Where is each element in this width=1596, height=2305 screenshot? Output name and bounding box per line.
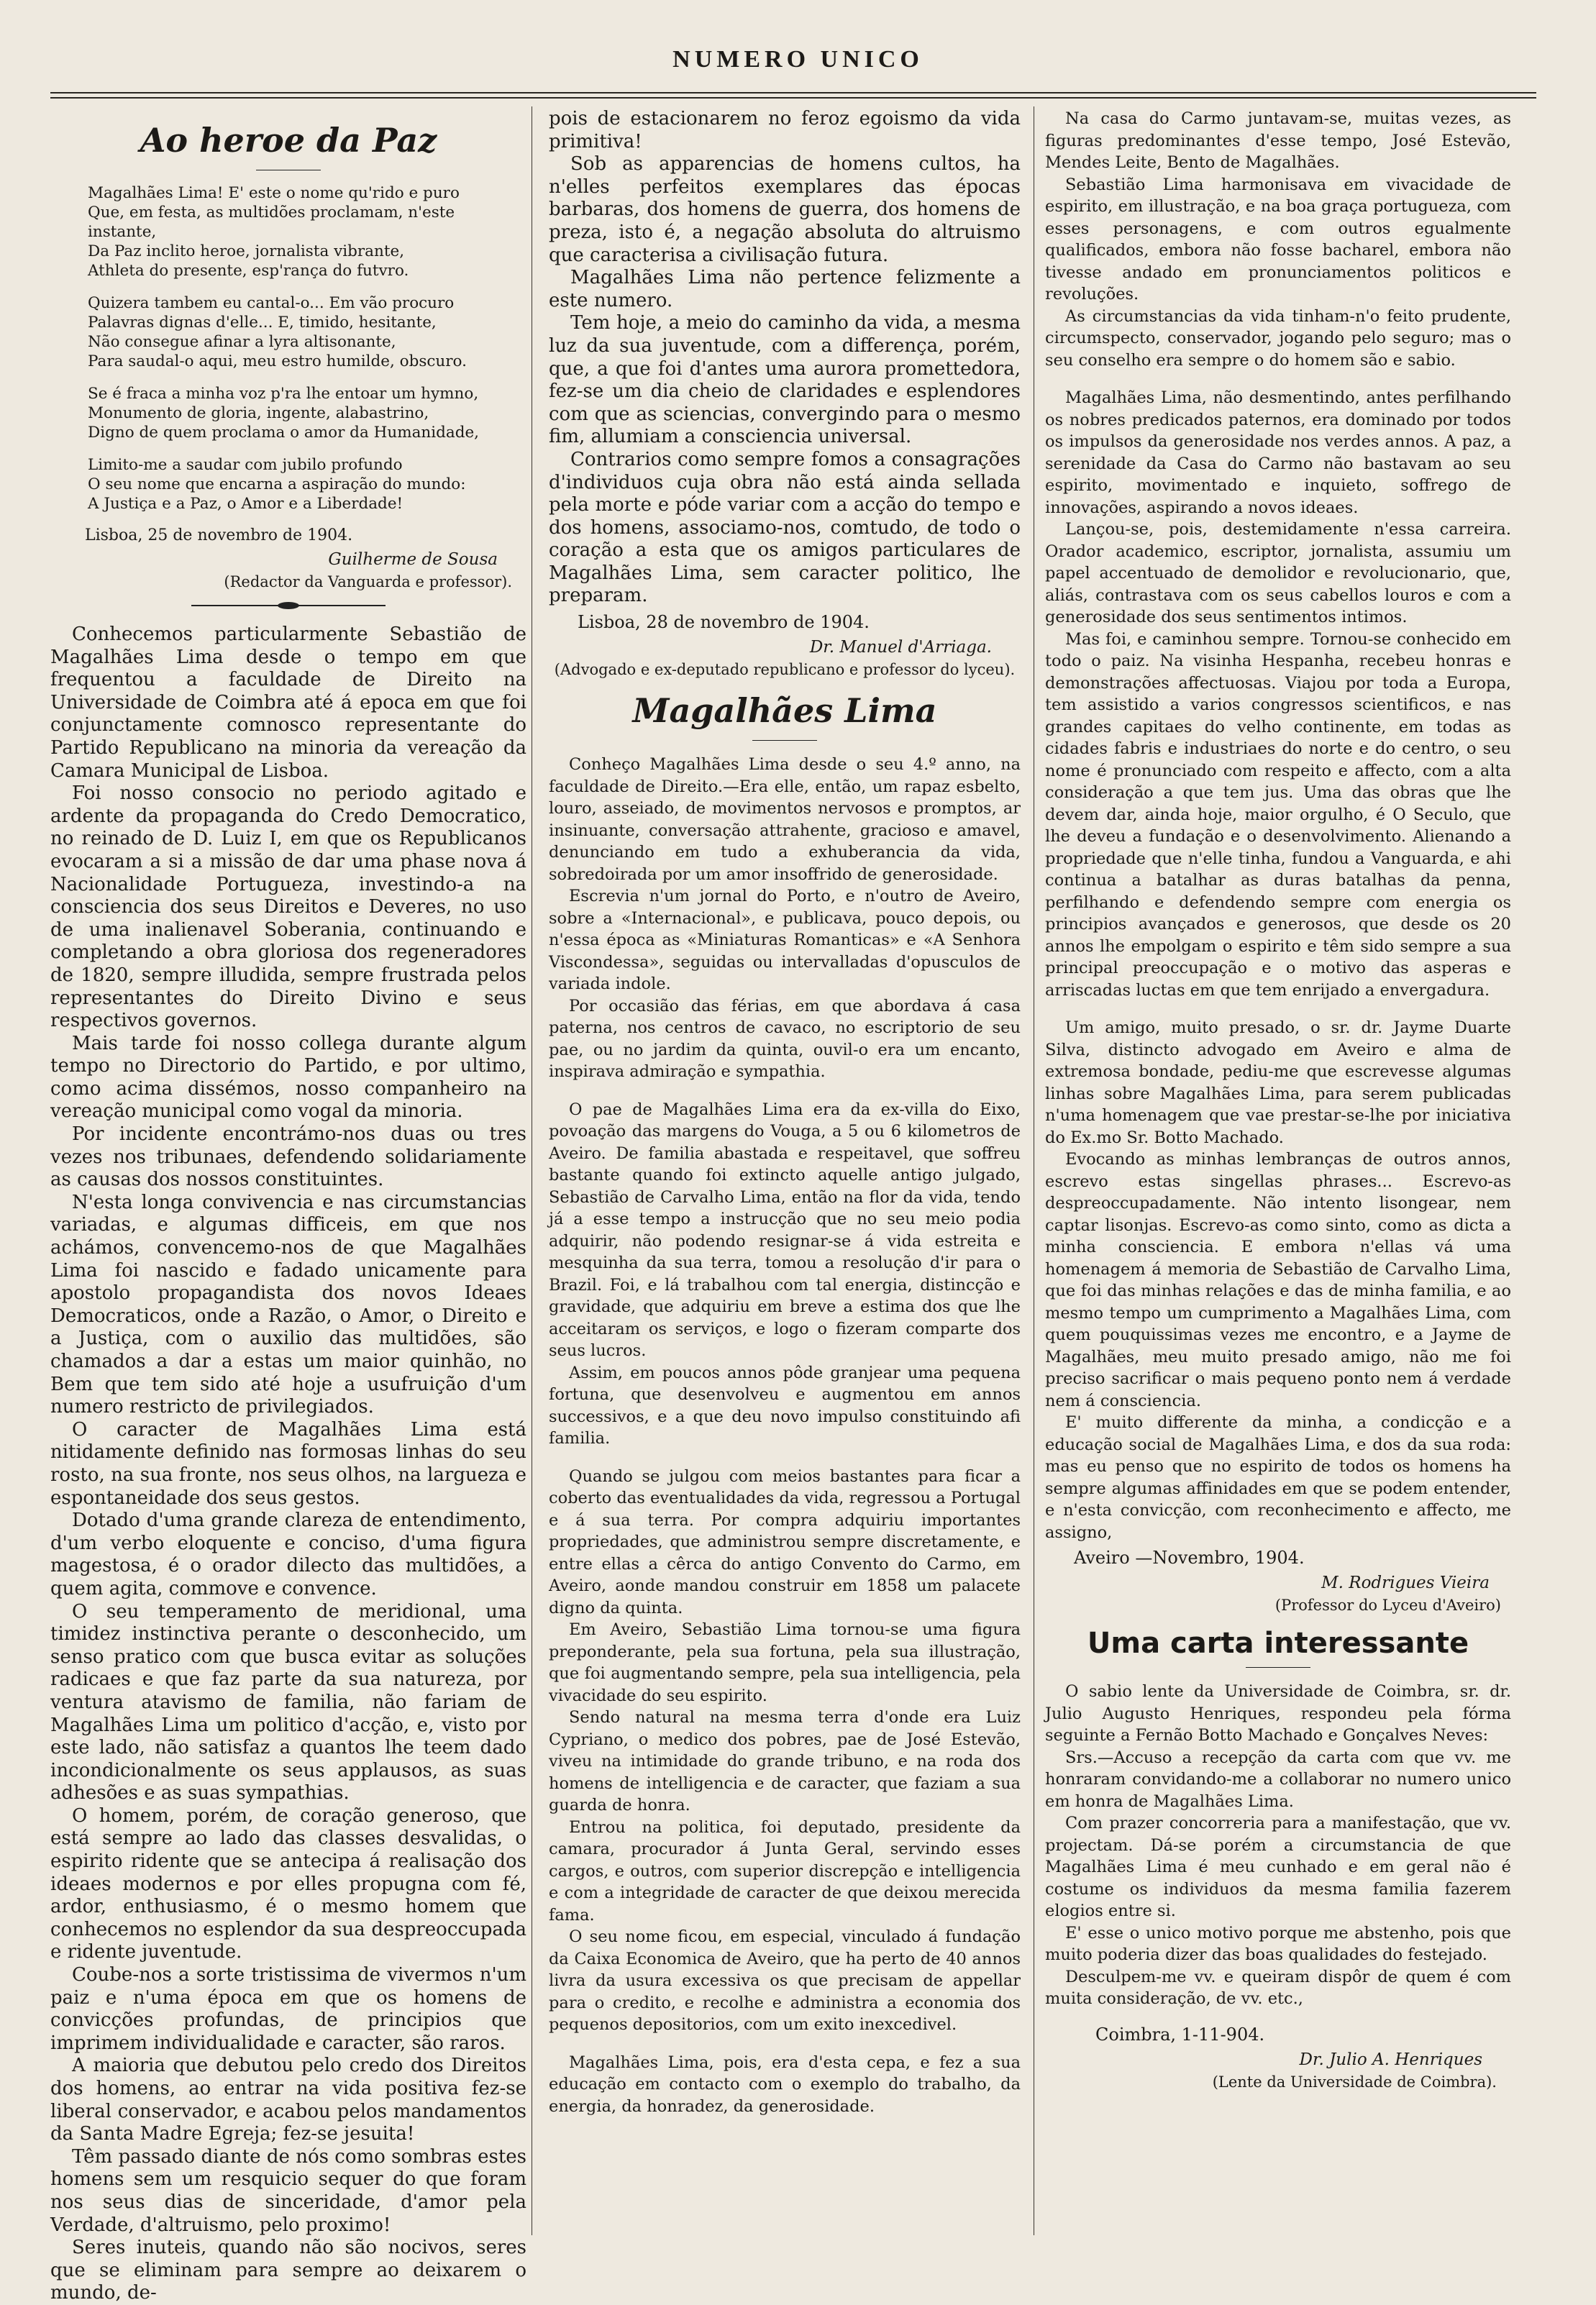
paragraph: Lançou-se, pois, destemidamente n'essa carreira. Orador academico, escriptor, jornalista, assumiu um papel accentuado de demolidor e revolucionario, que, aliás, contrastava com os seus cabellos louros e com a generosidade dos seus sentimentos intimos.	[1045, 520, 1511, 626]
column-1	[50, 108, 526, 2304]
paragraph: pois de estacionarem no feroz egoismo da vida primitiva!	[549, 108, 1021, 152]
arriaga-signature: Dr. Manuel d'Arriaga.	[809, 638, 992, 657]
paragraph: Sebastião Lima harmonisava em vivacidade de espirito, em illustração, e na boa graça portugueza, com esses personagens, e com outros egualmente qualificados, embora não fosse bacharel, embora não tivesse andado em pronunciamentos politicos e revoluções.	[1045, 175, 1511, 303]
masthead-rule-top	[50, 92, 1536, 93]
paragraph: O seu nome ficou, em especial, vinculado á fundação da Caixa Economica de Aveiro, que ha perto de 40 annos livra da usura excessiva os que precisam de appellar para o credito, e recolhe e administra a economia dos pequenos depositorios, com um exito inexcedivel.	[549, 1927, 1021, 2035]
paragraph: Sendo natural na mesma terra d'onde era Luiz Cypriano, o medico dos pobres, pae de José Estevão, viveu na intimidade do grande tribuno, e na roda dos homens de intelligencia e de caracter, que faziam a sua guarda de honra.	[549, 1708, 1021, 1815]
masthead-rule-bottom	[50, 97, 1536, 99]
paragraph: A maioria que debutou pelo credo dos Direitos dos homens, ao entrar na vida positiva fez-se liberal conservador, e acabou pelos mandamentos da Santa Madre Egreja; fez-se jesuita!	[50, 2055, 526, 2145]
letter-title: Uma carta interessante	[1087, 1627, 1469, 1660]
article-title: Magalhães Lima	[632, 691, 937, 731]
paragraph: O homem, porém, de coração generoso, que está sempre ao lado das classes desvalidas, o espirito ridente que se antecipa á realisação dos ideaes modernos e por elles propugna com fé, ardor, enthusiasmo, é o mesmo homem que conhecemos no esplendor da sua despreoccupada e ridente juventude.	[50, 1804, 526, 1963]
poem-stanza: Se é fraca a minha voz p'ra lhe entoar um hymno, Monumento de gloria, ingente, alabastrino, Digno de quem proclama o amor da Humanidade,	[88, 385, 480, 442]
paragraph: Quando se julgou com meios bastantes para ficar a coberto das eventualidades da vida, regressou a Portugal e á sua terra. Por compra adquiriu importantes propriedades, que administrou sempre discretamente, e entre ellas a cêrca do antigo Convento do Carmo, em Aveiro, aonde mandou construir em 1858 um palacete digno da quinta.	[549, 1466, 1021, 1617]
poem-stanza: Magalhães Lima! E' este o nome qu'rido e puro Que, em festa, as multidões proclamam, n'este instante, Da Paz inclito heroe, jornalista vibrante, Athleta do presente, esp'rança do futvro.	[88, 184, 460, 280]
ornament-divider	[191, 605, 386, 606]
poem-stanza: Limito-me a saudar com jubilo profundo O seu nome que encarna a aspiração do mundo: A Justiça e a Paz, o Amor e a Liberdade!	[88, 456, 466, 513]
paragraph: E' esse o unico motivo porque me abstenho, pois que muito poderia dizer das boas qualidades do festejado.	[1045, 1923, 1511, 1964]
paragraph: Foi nosso consocio no periodo agitado e ardente da propaganda do Credo Democratico, no reinado de D. Luiz I, em que os Republicanos evocaram a si a missão de dar uma phase nova á Nacionalidade Portugueza, investindo-a na consciencia dos seus Direitos e Deveres, no uso de uma inalienavel Soberania, continuando e completando a obra gloriosa dos regeneradores de 1820, sempre illudida, sempre frustrada pelos representantes do Direito Divino e seus respectivos governos.	[50, 782, 526, 1032]
paragraph: Assim, em poucos annos pôde granjear uma pequena fortuna, que desenvolveu e augmentou em annos successivos, e a que deu novo impulso constituindo afi familia.	[549, 1363, 1021, 1448]
paragraph: As circumstancias da vida tinham-n'o feito prudente, circumspecto, conservador, jogando pelo seguro; mas o seu conselho era sempre o do homem são e sabio.	[1045, 306, 1511, 370]
paragraph: Srs.—Accuso a recepção da carta com que vv. me honraram convidando-me a collaborar no numero unico em honra de Magalhães Lima.	[1045, 1748, 1511, 1811]
paragraph: Um amigo, muito presado, o sr. dr. Jayme Duarte Silva, distincto advogado em Aveiro e alma de extremosa bondade, pediu-me que escrevesse algumas linhas sobre Magalhães Lima, para serem publicadas n'uma homenagem que vae prestar-se-lhe por iniciativa do Ex.mo Sr. Botto Machado.	[1045, 1018, 1511, 1147]
arriaga-credit: (Advogado e ex-deputado republicano e professor do lyceu).	[554, 661, 1016, 679]
letter-signature: Dr. Julio A. Henriques	[1299, 2050, 1482, 2069]
letter-date: Coimbra, 1-11-904.	[1095, 2024, 1265, 2045]
title-rule	[1246, 1667, 1310, 1668]
poem-stanza: Quizera tambem eu cantal-o... Em vão procuro Palavras dignas d'elle... E, timido, hesitante, Não consegue afinar a lyra altisonante, Para saudal-o aqui, meu estro humilde, obscuro.	[88, 294, 467, 370]
paragraph: Mas foi, e caminhou sempre. Tornou-se conhecido em todo o paiz. Na visinha Hespanha, recebeu honras e demonstrações affectuosas. Viajou por toda a Europa, tem assistido a varios congressos scientificos, e nas grandes capitaes do velho continente, em todas as cidades fabris e industriaes do norte e do centro, o seu nome é pronunciado com respeito e affecto, com a alta consideração a que tem jus. Uma das obras que lhe devem dar, ainda hoje, maior orgulho, é O Seculo, que lhe deveu a fundação e o desenvolvimento. Alienando a propriedade que n'elle tinha, fundou a Vanguarda, e ahi continua a batalhar as duras batalhas da penna, perfilhando e defendendo sempre com energia os principios avançados e generosos, que desde os 20 annos lhe empolgam o espirito e têm sido sempre a sua principal preoccupação e o motivo das asperas e arriscadas luctas em que tem enrijado a envergadura.	[1045, 629, 1511, 1000]
paragraph: Escrevia n'um jornal do Porto, e n'outro de Aveiro, sobre a «Internacional», e publicava, pouco depois, ou n'essa época as «Miniaturas Romanticas» e «A Senhora Viscondessa», seguidas ou intervalladas d'opusculos de variada indole.	[549, 887, 1021, 994]
paragraph: Magalhães Lima não pertence felizmente a este numero.	[549, 267, 1021, 311]
paragraph: N'esta longa convivencia e nas circumstancias variadas, e algumas difficeis, em que nos achámos, convencemo-nos de que Magalhães Lima foi nascido e fadado unicamente para apostolo propagandista dos novos Ideaes Democraticos, onde a Razão, o Amor, o Direito e a Justiça, com o auxilio das multidões, são chamados a dar a estas um maior quinhão, no Bem que tem sido até hoje a usufruição d'um numero restricto de privilegiados.	[50, 1191, 526, 1418]
vieira-credit: (Professor do Lyceu d'Aveiro)	[1274, 1597, 1501, 1614]
paragraph: Em Aveiro, Sebastião Lima tornou-se uma figura preponderante, pela sua fortuna, pela sua illustração, que foi augmentando sempre, pela sua intelligencia, pela vivacidade do seu espirito.	[549, 1620, 1021, 1705]
paragraph: Evocando as minhas lembranças de outros annos, escrevo estas singellas phrases... Escrevo-as despreoccupadamente. Não intento lisongear, nem captar lisonjas. Escrevo-as como sinto, como as dicta a minha consciencia. E embora n'ellas vá uma homenagem á memoria de Sebastião de Carvalho Lima, que foi das minhas relações e das de minha familia, e ao mesmo tempo um cumprimento a Magalhães Lima, com quem pouquissimas vezes me encontro, e a Jayme de Magalhães, meu muito presado amigo, não me foi preciso sacrificar o mais pequeno ponto nem á verdade nem á consciencia.	[1045, 1150, 1511, 1410]
paragraph: Por occasião das férias, em que abordava á casa paterna, nos centros de cavaco, no escriptorio de seu pae, ou no jardim da quinta, ouvil-o era um encanto, inspirava admiração e sympathia.	[549, 996, 1021, 1082]
paragraph: Magalhães Lima, não desmentindo, antes perfilhando os nobres predicados paternos, era dominado por todos os impulsos da generosidade nos verdes annos. A paz, a serenidade da Casa do Carmo não bastavam ao seu espirito, movimentado e inquieto, soffrego de innovações, aspirando a novos ideaes.	[1045, 388, 1511, 517]
title-rule	[752, 740, 817, 741]
paragraph: Conheço Magalhães Lima desde o seu 4.º anno, na faculdade de Direito.—Era elle, então, um rapaz esbelto, louro, asseiado, de movimentos nervosos e promptos, ar insinuante, conversação attrahente, gracioso e amavel, denunciando em tudo a exhuberancia da vida, sobredoirada por um amor insoffrido de generosidade.	[549, 755, 1021, 884]
letter-credit: (Lente da Universidade de Coimbra).	[1212, 2073, 1497, 2091]
column-2	[536, 108, 1034, 2251]
editorial-article	[50, 624, 526, 2305]
paragraph: O sabio lente da Universidade de Coimbra, sr. dr. Julio Augusto Henriques, respondeu pela fórma seguinte a Fernão Botto Machado e Gonçalves Neves:	[1045, 1682, 1511, 1745]
poem-credit: (Redactor da Vanguarda e professor).	[224, 573, 512, 590]
paragraph: E' muito differente da minha, a condicção e a educação social de Magalhães Lima, e dos da sua roda: mas eu penso que no espirito de todos os homens ha sempre algumas affinidades em que se podem entender, e n'esta convicção, com reconhecimento e affecto, me assigno,	[1045, 1413, 1511, 1542]
arriaga-date: Lisboa, 28 de novembro de 1904.	[578, 612, 870, 633]
paragraph: Com prazer concorreria para a manifestação, que vv. projectam. Dá-se porém a circumstancia de que Magalhães Lima é meu cunhado e em geral não é costume os individuos da mesma familia fazerem elogios entre si.	[1045, 1814, 1511, 1920]
masthead: NUMERO UNICO	[672, 46, 924, 73]
paragraph: Entrou na politica, foi deputado, presidente da camara, procurador á Junta Geral, servindo esses cargos, e outros, com superior discrepção e intelligencia e com a integridade de caracter de que deixou merecida fama.	[549, 1817, 1021, 1925]
paragraph: Mais tarde foi nosso collega durante algum tempo no Directorio do Partido, e por ultimo, como acima dissémos, nosso companheiro na vereação municipal como vogal da minoria.	[50, 1032, 526, 1123]
poem-title: Ao heroe da Paz	[140, 121, 437, 160]
paragraph: Contrarios como sempre fomos a consagrações d'individuos cuja obra não está ainda sellada pela morte e póde variar com a acção do tempo e dos homens, associamo-nos, comtudo, de todo o coração a esta que os amigos particulares de Magalhães Lima, sem caracter politico, lhe preparam.	[549, 448, 1021, 607]
paragraph: Conhecemos particularmente Sebastião de Magalhães Lima desde o tempo em que frequentou a faculdade de Direito na Universidade de Coimbra até á epoca em que foi conjunctamente comnosco representante do Partido Republicano na minoria da vereação da Camara Municipal de Lisboa.	[50, 624, 526, 782]
paragraph: Seres inuteis, quando não são nocivos, seres que se eliminam para sempre ao deixarem o mundo, de-	[50, 2237, 526, 2304]
vieira-date: Aveiro —Novembro, 1904.	[1074, 1548, 1305, 1568]
paragraph: Por incidente encontrámo-nos duas ou tres vezes nos tribunaes, defendendo solidariamente as causas dos nossos constituintes.	[50, 1123, 526, 1191]
poem	[50, 183, 526, 514]
column-3	[1034, 108, 1523, 2251]
vieira-signature: M. Rodrigues Vieira	[1321, 1574, 1490, 1592]
paragraph: Desculpem-me vv. e queiram dispôr de quem é com muita consideração, de vv. etc.,	[1045, 1967, 1511, 2008]
paragraph: Sob as apparencias de homens cultos, ha n'elles perfeitos exemplares das épocas barbaras, dos homens de guerra, dos homens de preza, isto é, a negação absoluta do altruismo que caracterisa a civilisação futura.	[549, 153, 1021, 266]
paragraph: Magalhães Lima, pois, era d'esta cepa, e fez a sua educação em contacto com o exemplo do trabalho, da energia, da honradez, da generosidade.	[549, 2053, 1021, 2116]
paragraph: Tem hoje, a meio do caminho da vida, a mesma luz da sua juventude, com a differença, porém, que, a que foi d'antes uma aurora promettedora, fez-se um dia cheio de claridades e esplendores com que as sciencias, convergindo para o mesmo fim, allumiam a consciencia universal.	[549, 312, 1021, 448]
paragraph: Dotado d'uma grande clareza de entendimento, d'um verbo eloquente e conciso, d'uma figura magestosa, é o orador dilecto das multidões, a quem agita, commove e convence.	[50, 1510, 526, 1599]
poem-date: Lisboa, 25 de novembro de 1904.	[85, 526, 353, 544]
paragraph: Coube-nos a sorte tristissima de vivermos n'um paiz e n'uma época em que os homens de convicções profundas, de principios que imprimem individualidade e caracter, são raros.	[50, 1964, 526, 2054]
paragraph: O pae de Magalhães Lima era da ex-villa do Eixo, povoação das margens do Vouga, a 5 ou 6 kilometros de Aveiro. De familia abastada e respeitavel, que soffreu bastante quando foi extincto aquelle antigo julgado, Sebastião de Carvalho Lima, então na flor da vida, tendo já a esse tempo a instrucção que no seu meio podia adquirir, não podendo resignar-se á vida estreita e mesquinha da sua terra, tomou a resolução d'ir para o Brazil. Foi, e lá trabalhou com tal energia, distincção e gravidade, que adquiriu em breve a estima dos que lhe acceitaram os serviços, e logo o fizeram comparte dos seus lucros.	[549, 1100, 1021, 1361]
paragraph: Têm passado diante de nós como sombras estes homens sem um resquicio sequer do que foram nos seus dias de sinceridade, d'amor pela Verdade, d'altruismo, pelo proximo!	[50, 2145, 526, 2236]
paragraph: Na casa do Carmo juntavam-se, muitas vezes, as figuras predominantes d'esse tempo, José Estevão, Mendes Leite, Bento de Magalhães.	[1045, 109, 1511, 172]
poem-signature: Guilherme de Sousa	[328, 550, 498, 569]
paragraph: O caracter de Magalhães Lima está nitidamente definido nas formosas linhas do seu rosto, na sua fronte, nos seus olhos, na largueza e espontaneidade dos seus gestos.	[50, 1418, 526, 1509]
paragraph: O seu temperamento de meridional, uma timidez instinctiva perante o desconhecido, um senso pratico com que busca evitar as soluções radicaes e que faz parte da sua natureza, por ventura atavismo de familia, não fariam de Magalhães Lima um politico d'acção, e, visto por este lado, não satisfaz a quantos lhe teem dado incondicionalmente os seus applausos, as suas adhesões e as suas sympathias.	[50, 1600, 526, 1804]
